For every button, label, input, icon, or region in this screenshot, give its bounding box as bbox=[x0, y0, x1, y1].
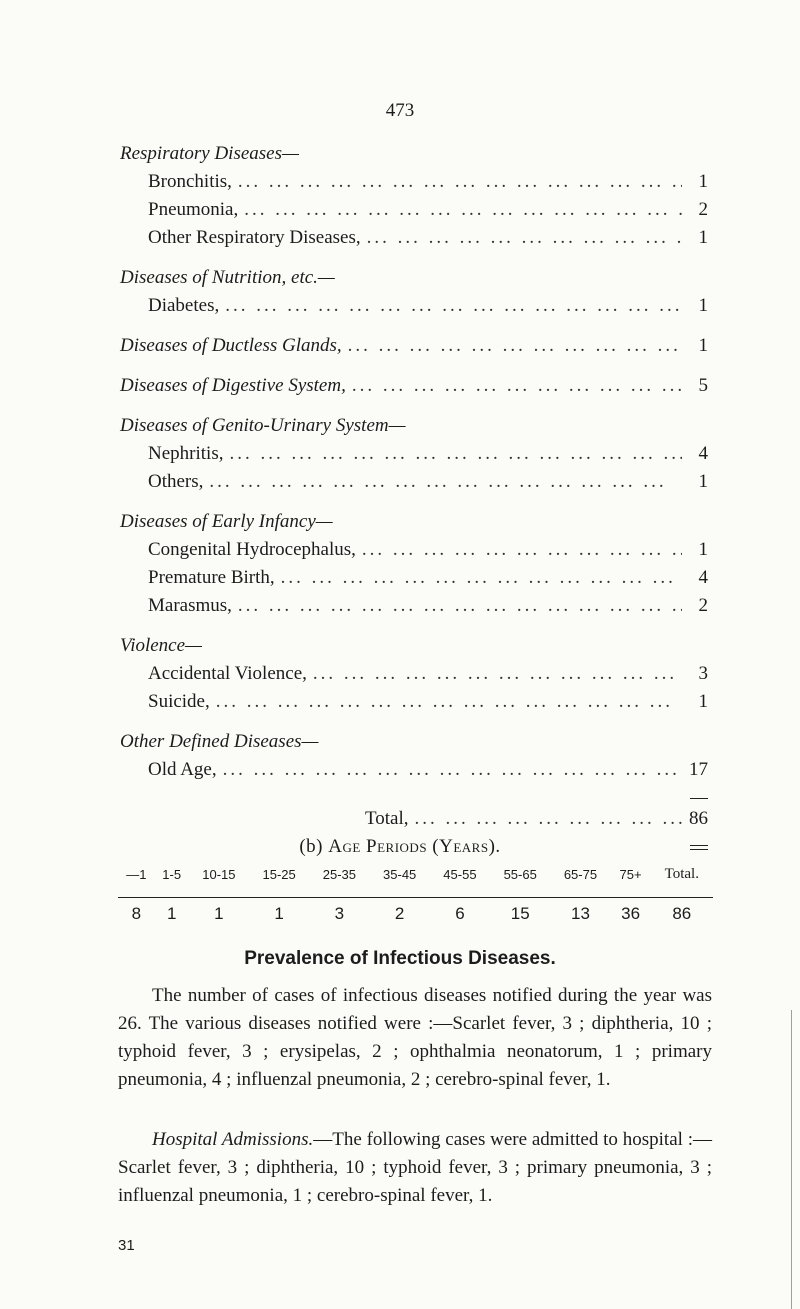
list-item bbox=[120, 440, 708, 468]
item-value: 1 bbox=[698, 227, 708, 248]
item-value: 1 bbox=[698, 171, 708, 192]
table-cell: 1 bbox=[189, 898, 249, 931]
item-label: Diseases of Digestive System, bbox=[120, 375, 346, 396]
item-value: 5 bbox=[698, 375, 708, 396]
table-cell: 6 bbox=[430, 898, 490, 931]
subtotal-rule bbox=[690, 798, 708, 799]
item-value: 1 bbox=[698, 539, 708, 560]
leader-dots bbox=[219, 292, 682, 320]
group-heading-respiratory: Respiratory Diseases— bbox=[120, 143, 299, 164]
page-number: 473 bbox=[385, 100, 415, 121]
column-header: 1-5 bbox=[162, 867, 182, 882]
column-header-total: Total. bbox=[664, 866, 699, 882]
list-item bbox=[120, 168, 708, 196]
item-value: 2 bbox=[698, 595, 708, 616]
total-value: 86 bbox=[689, 808, 708, 829]
group-heading-nutrition: Diseases of Nutrition, etc.— bbox=[120, 267, 335, 288]
table-cell-total: 86 bbox=[651, 898, 713, 931]
leader-dots bbox=[342, 332, 682, 360]
paragraph-notified-cases: The number of cases of infectious diseases notified during the year was 26. The various diseases notified were :—Scarlet fever, 3 ; diphtheria, 10 ; typhoid fever, 3 ; erysipelas, 2 ; ophthalmia neonatorum, 1 ; primary pneumonia, 4 ; influenzal pneumonia, 2 ; cerebro-spinal fever, 1. bbox=[118, 985, 712, 1090]
item-label: Other Respiratory Diseases, bbox=[148, 227, 361, 248]
group-heading-other-defined: Other Defined Diseases— bbox=[120, 731, 319, 752]
list-item bbox=[120, 756, 708, 784]
item-value: 1 bbox=[698, 471, 708, 492]
leader-dots bbox=[275, 564, 682, 592]
list-item bbox=[120, 292, 708, 320]
leader-dots bbox=[238, 196, 682, 224]
list-item bbox=[120, 196, 708, 224]
item-value: 2 bbox=[698, 199, 708, 220]
total-label: Total, bbox=[365, 808, 409, 829]
column-header: 15-25 bbox=[262, 867, 296, 882]
column-header: 55-65 bbox=[503, 867, 537, 882]
leader-dots bbox=[346, 372, 682, 400]
item-label: Premature Birth, bbox=[148, 567, 275, 588]
leader-dots bbox=[361, 224, 682, 252]
age-periods-table bbox=[118, 866, 713, 930]
item-value: 3 bbox=[698, 663, 708, 684]
list-item-digestive-system bbox=[120, 372, 708, 400]
section-title: Prevalence of Infectious Diseases. bbox=[244, 948, 556, 969]
list-item bbox=[120, 564, 708, 592]
group-heading-genito-urinary: Diseases of Genito-Urinary System— bbox=[120, 415, 406, 436]
item-value: 1 bbox=[698, 335, 708, 356]
item-label: Diseases of Ductless Glands, bbox=[120, 335, 342, 356]
list-item bbox=[120, 224, 708, 252]
column-header: —1 bbox=[126, 867, 147, 882]
table-row bbox=[118, 898, 713, 931]
list-item bbox=[120, 592, 708, 620]
item-value: 1 bbox=[698, 691, 708, 712]
item-label: Congenital Hydrocephalus, bbox=[148, 539, 356, 560]
table-cell: 8 bbox=[118, 898, 155, 931]
column-header: 65-75 bbox=[563, 867, 598, 882]
age-periods-prefix: (b) bbox=[299, 836, 323, 857]
leader-dots bbox=[409, 805, 682, 833]
group-heading-early-infancy: Diseases of Early Infancy— bbox=[120, 511, 333, 532]
item-label: Diabetes, bbox=[148, 295, 220, 316]
list-item bbox=[120, 468, 708, 496]
table-cell: 3 bbox=[309, 898, 369, 931]
column-header: 35-45 bbox=[383, 867, 417, 882]
item-value: 4 bbox=[698, 567, 708, 588]
table-cell: 15 bbox=[490, 898, 550, 931]
signature-mark: 31 bbox=[118, 1237, 135, 1254]
leader-dots bbox=[232, 168, 682, 196]
age-periods-heading: Age Periods (Years). bbox=[328, 836, 501, 857]
paragraph-body: —The following cases were admitted to hospital :—Scarlet fever, 3 ; diphtheria, 10 ; typhoid fever, 3 ; primary pneumonia, 3 ; influenzal pneumonia, 1 ; cerebro-spinal fever, 1. bbox=[118, 1129, 712, 1206]
table-cell: 2 bbox=[370, 898, 430, 931]
leader-dots bbox=[356, 536, 682, 564]
paragraph-lead: Hospital Admissions. bbox=[152, 1129, 314, 1150]
item-label: Nephritis, bbox=[148, 443, 224, 464]
item-value: 4 bbox=[698, 443, 708, 464]
item-label: Pneumonia, bbox=[148, 199, 239, 220]
leader-dots bbox=[223, 440, 682, 468]
table-cell: 1 bbox=[155, 898, 189, 931]
causes-of-death-list bbox=[120, 140, 708, 850]
list-item-ductless-glands bbox=[120, 332, 708, 360]
leader-dots bbox=[203, 468, 682, 496]
item-value: 1 bbox=[698, 295, 708, 316]
table-cell: 36 bbox=[611, 898, 651, 931]
item-label: Marasmus, bbox=[148, 595, 232, 616]
table-header-row bbox=[118, 866, 713, 898]
leader-dots bbox=[307, 660, 682, 688]
paragraph-hospital-admissions bbox=[118, 1126, 712, 1210]
item-value: 17 bbox=[689, 759, 708, 780]
list-item bbox=[120, 660, 708, 688]
item-label: Others, bbox=[148, 471, 204, 492]
item-label: Suicide, bbox=[148, 691, 210, 712]
total-row bbox=[120, 805, 708, 833]
group-heading-violence: Violence— bbox=[120, 635, 202, 656]
item-label: Accidental Violence, bbox=[148, 663, 307, 684]
list-item bbox=[120, 688, 708, 716]
table-cell: 13 bbox=[550, 898, 610, 931]
item-label: Old Age, bbox=[148, 759, 217, 780]
column-header: 25-35 bbox=[322, 867, 357, 882]
page-edge-line bbox=[791, 1010, 792, 1309]
table-cell: 1 bbox=[249, 898, 309, 931]
age-periods-title bbox=[0, 836, 800, 858]
column-header: 75+ bbox=[619, 867, 642, 882]
leader-dots bbox=[217, 756, 682, 784]
leader-dots bbox=[210, 688, 682, 716]
leader-dots bbox=[232, 592, 682, 620]
item-label: Bronchitis, bbox=[148, 171, 232, 192]
column-header: 45-55 bbox=[443, 867, 477, 882]
column-header: 10-15 bbox=[202, 867, 236, 882]
list-item bbox=[120, 536, 708, 564]
